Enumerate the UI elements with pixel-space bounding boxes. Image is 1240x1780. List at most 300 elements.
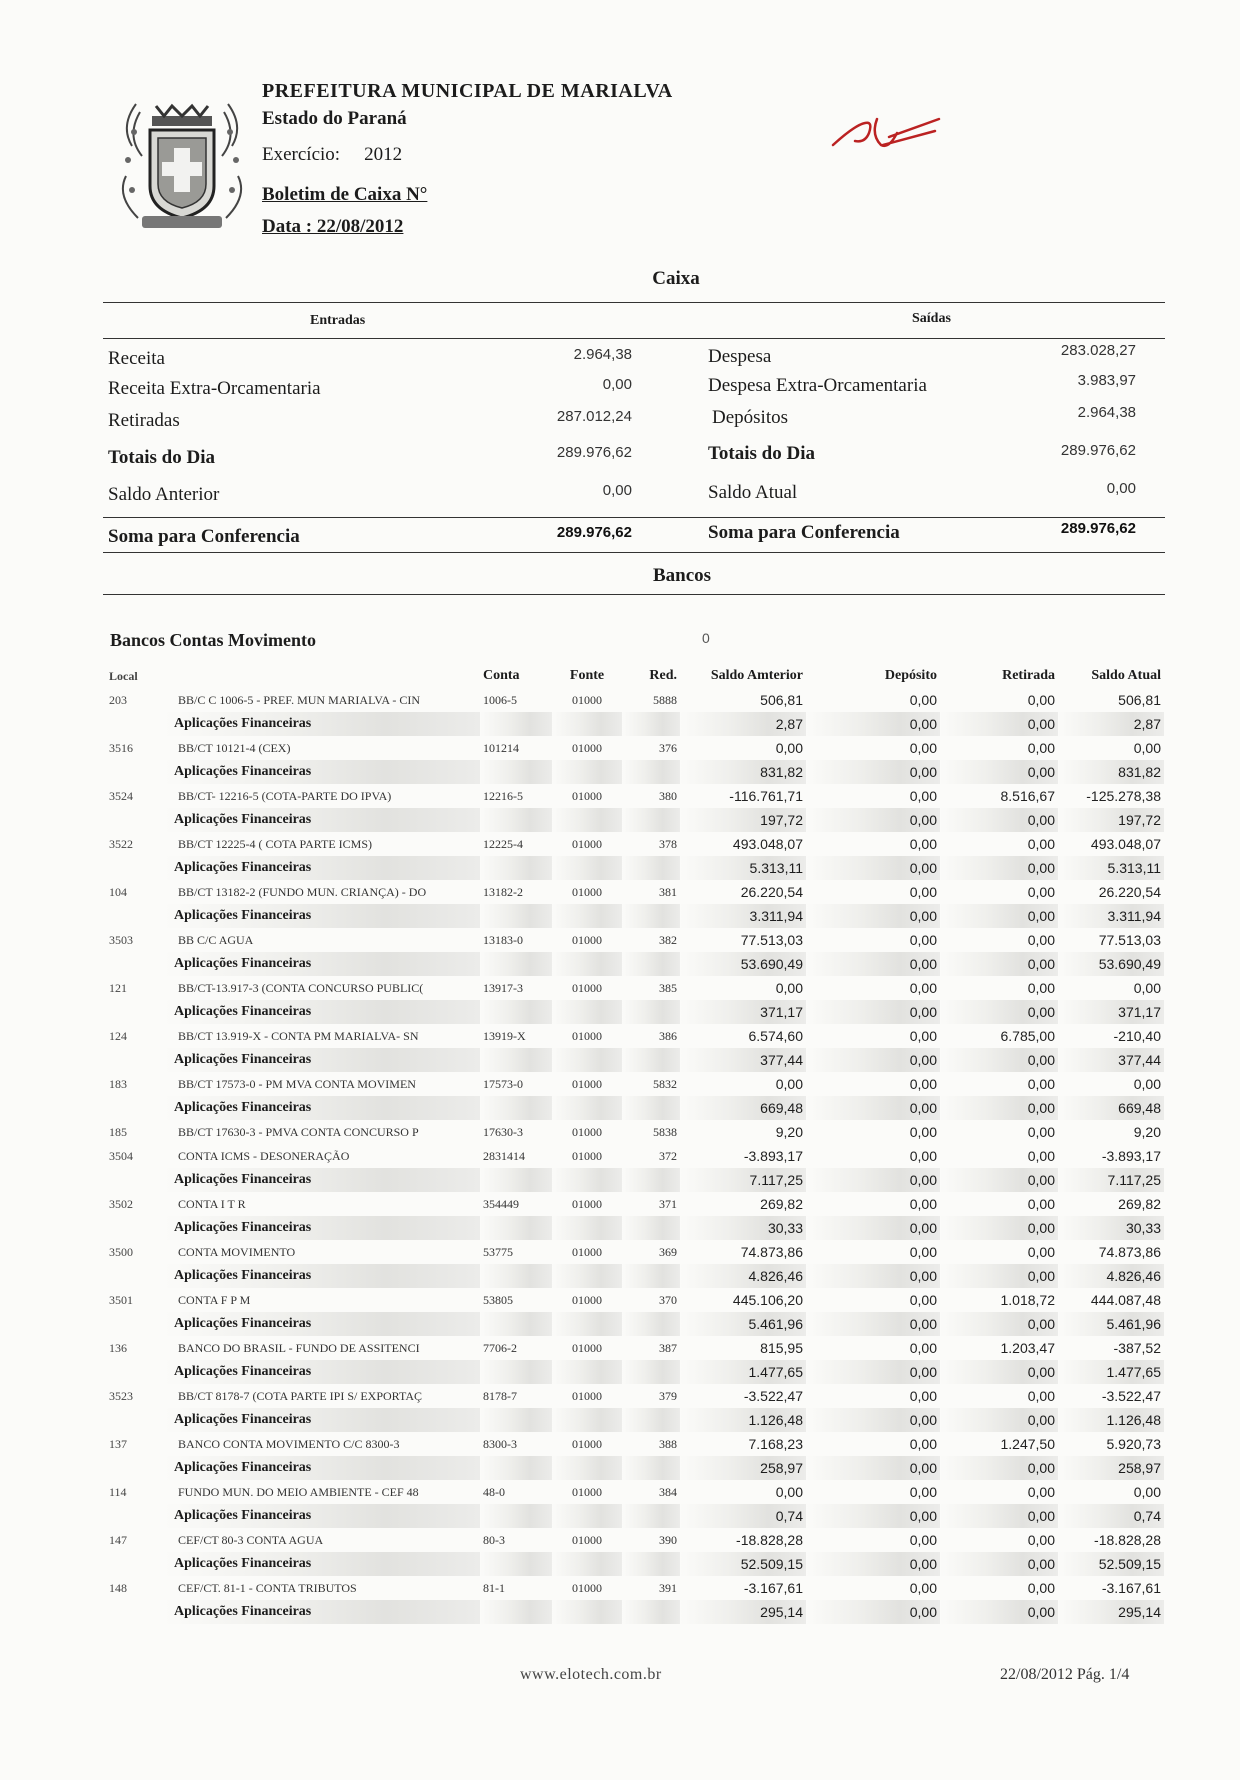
row-deposito: 0,00 (909, 1580, 937, 1596)
aplicacoes-row (106, 808, 1164, 832)
row-red (622, 712, 680, 736)
row-saldo-anterior: 377,44 (680, 1048, 806, 1072)
row-fonte (552, 856, 622, 880)
row-saldo-atual: 30,33 (1058, 1216, 1164, 1240)
row-saldo-atual: 295,14 (1058, 1600, 1164, 1624)
account-row (106, 1288, 1164, 1312)
row-saldo-anterior: 815,95 (760, 1340, 803, 1356)
row-conta: 13183-0 (483, 932, 523, 947)
row-conta (480, 1408, 552, 1432)
row-deposito: 0,00 (806, 856, 940, 880)
row-local: 114 (109, 1484, 127, 1499)
row-description: Aplicações Financeiras (164, 808, 480, 832)
row-deposito: 0,00 (909, 1028, 937, 1044)
col-saldo-atual: Saldo Atual (1091, 668, 1161, 683)
account-row (106, 1144, 1164, 1168)
account-row (106, 976, 1164, 1000)
account-row (106, 784, 1164, 808)
row-local: 3504 (109, 1148, 133, 1163)
row-local: 124 (109, 1028, 127, 1043)
account-row (106, 1024, 1164, 1048)
row-deposito: 0,00 (909, 1244, 937, 1260)
row-fonte (552, 1456, 622, 1480)
row-retirada: 0,00 (1027, 1388, 1055, 1404)
row-local (106, 808, 164, 832)
row-description: CONTA MOVIMENTO (178, 1244, 296, 1259)
exercicio (262, 144, 402, 166)
aplicacoes-row (106, 1168, 1164, 1192)
row-conta: 48-0 (483, 1484, 505, 1499)
saida-label: Despesa Extra-Orcamentaria (708, 375, 927, 396)
saidas-header: Saídas (912, 311, 951, 326)
row-deposito: 0,00 (806, 1264, 940, 1288)
saldo-atual-label: Saldo Atual (708, 482, 798, 503)
row-fonte (552, 808, 622, 832)
row-fonte: 01000 (572, 1244, 602, 1259)
aplicacoes-row (106, 856, 1164, 880)
row-local (106, 1168, 164, 1192)
aplicacoes-row (106, 1600, 1164, 1624)
row-description: Aplicações Financeiras (164, 904, 480, 928)
row-retirada: 0,00 (940, 1000, 1058, 1024)
bank-table-body (106, 688, 1164, 1624)
saida-total-value: 289.976,62 (1060, 442, 1136, 459)
divider (103, 517, 1165, 518)
row-saldo-anterior: 197,72 (680, 808, 806, 832)
row-description: Aplicações Financeiras (164, 856, 480, 880)
row-local: 183 (109, 1076, 127, 1091)
row-fonte: 01000 (572, 1196, 602, 1211)
row-retirada: 0,00 (1027, 1484, 1055, 1500)
row-fonte (552, 1168, 622, 1192)
row-description: CONTA ICMS - DESONERAÇÃO (178, 1148, 350, 1163)
row-saldo-atual: 506,81 (1118, 692, 1161, 708)
row-deposito: 0,00 (909, 980, 937, 996)
row-retirada: 0,00 (1027, 836, 1055, 852)
entrada-label: Receita Extra-Orcamentaria (108, 378, 321, 399)
row-conta: 101214 (483, 740, 519, 755)
row-fonte (552, 1216, 622, 1240)
row-conta (480, 1552, 552, 1576)
row-saldo-atual: 831,82 (1058, 760, 1164, 784)
row-conta (480, 1168, 552, 1192)
row-retirada: 0,00 (1027, 1124, 1055, 1140)
entrada-total-label: Totais do Dia (108, 447, 215, 468)
row-saldo-atual: -18.828,28 (1094, 1532, 1161, 1548)
row-local: 3516 (109, 740, 133, 755)
row-conta: 12216-5 (483, 788, 523, 803)
row-saldo-atual: 0,74 (1058, 1504, 1164, 1528)
row-local (106, 1552, 164, 1576)
row-fonte (552, 1048, 622, 1072)
row-conta: 7706-2 (483, 1340, 517, 1355)
row-fonte (552, 1264, 622, 1288)
row-saldo-atual: 0,00 (1133, 1484, 1161, 1500)
row-fonte: 01000 (572, 1340, 602, 1355)
row-deposito: 0,00 (909, 1340, 937, 1356)
row-deposito: 0,00 (909, 692, 937, 708)
row-retirada: 0,00 (1027, 884, 1055, 900)
row-retirada: 0,00 (940, 1408, 1058, 1432)
row-deposito: 0,00 (909, 1196, 937, 1212)
row-local (106, 1000, 164, 1024)
row-fonte (552, 712, 622, 736)
report-date: Data : 22/08/2012 (262, 216, 404, 237)
row-retirada: 0,00 (1027, 740, 1055, 756)
row-saldo-anterior: 7.168,23 (748, 1436, 803, 1452)
row-conta (480, 904, 552, 928)
row-saldo-anterior: 30,33 (680, 1216, 806, 1240)
row-description: Aplicações Financeiras (164, 760, 480, 784)
row-conta (480, 1048, 552, 1072)
row-red: 387 (659, 1340, 677, 1355)
row-deposito: 0,00 (909, 1436, 937, 1452)
row-saldo-atual: 1.126,48 (1058, 1408, 1164, 1432)
row-saldo-anterior: 1.477,65 (680, 1360, 806, 1384)
aplicacoes-row (106, 1096, 1164, 1120)
row-fonte: 01000 (572, 692, 602, 707)
row-saldo-anterior: 0,74 (680, 1504, 806, 1528)
row-saldo-atual: 444.087,48 (1090, 1292, 1161, 1308)
row-saldo-atual: 5.920,73 (1106, 1436, 1161, 1452)
row-saldo-atual: 258,97 (1058, 1456, 1164, 1480)
row-retirada: 6.785,00 (1000, 1028, 1055, 1044)
entrada-value: 2.964,38 (573, 346, 632, 363)
row-saldo-atual: -3.167,61 (1101, 1580, 1161, 1596)
row-fonte (552, 904, 622, 928)
row-fonte: 01000 (572, 1292, 602, 1307)
divider (103, 338, 1165, 339)
row-deposito: 0,00 (909, 1532, 937, 1548)
row-red (622, 1096, 680, 1120)
row-deposito: 0,00 (909, 1124, 937, 1140)
col-conta: Conta (483, 668, 520, 683)
row-saldo-anterior: 7.117,25 (680, 1168, 806, 1192)
row-saldo-anterior: 0,00 (775, 1484, 803, 1500)
row-local: 148 (109, 1580, 127, 1595)
divider (103, 594, 1165, 595)
row-local: 3501 (109, 1292, 133, 1307)
aplicacoes-row (106, 1456, 1164, 1480)
bank-accounts-table (106, 664, 1164, 1624)
account-row (106, 1120, 1164, 1144)
row-retirada: 0,00 (940, 1552, 1058, 1576)
row-saldo-anterior: 2,87 (680, 712, 806, 736)
row-retirada: 1.247,50 (1000, 1436, 1055, 1452)
row-saldo-anterior: 5.313,11 (680, 856, 806, 880)
account-row (106, 1528, 1164, 1552)
saldo-anterior-value: 0,00 (602, 482, 632, 499)
aplicacoes-row (106, 760, 1164, 784)
row-local: 203 (109, 692, 127, 707)
row-saldo-atual: -125.278,38 (1086, 788, 1161, 804)
account-row (106, 928, 1164, 952)
row-fonte (552, 1096, 622, 1120)
row-description: Aplicações Financeiras (164, 1360, 480, 1384)
col-desc (164, 664, 480, 688)
aplicacoes-row (106, 1408, 1164, 1432)
row-conta: 8300-3 (483, 1436, 517, 1451)
row-description: Aplicações Financeiras (164, 1312, 480, 1336)
row-description: BB/CT 17573-0 - PM MVA CONTA MOVIMEN (178, 1076, 416, 1091)
row-conta (480, 1264, 552, 1288)
soma-entradas-label: Soma para Conferencia (108, 526, 300, 547)
row-saldo-anterior: 4.826,46 (680, 1264, 806, 1288)
row-description: BB/CT- 12216-5 (COTA-PARTE DO IPVA) (178, 788, 392, 803)
row-retirada: 1.018,72 (1000, 1292, 1055, 1308)
aplicacoes-row (106, 952, 1164, 976)
col-deposito: Depósito (884, 668, 937, 683)
soma-saidas-value: 289.976,62 (1060, 520, 1136, 537)
row-retirada: 0,00 (940, 1048, 1058, 1072)
account-row (106, 1576, 1164, 1600)
row-conta: 17573-0 (483, 1076, 523, 1091)
row-saldo-anterior: 269,82 (760, 1196, 803, 1212)
row-deposito: 0,00 (806, 1504, 940, 1528)
row-deposito: 0,00 (806, 1096, 940, 1120)
row-fonte (552, 1600, 622, 1624)
row-description: BB/CT 12225-4 ( COTA PARTE ICMS) (178, 836, 373, 851)
row-description: CONTA I T R (178, 1196, 246, 1211)
row-local (106, 1264, 164, 1288)
row-saldo-atual: 2,87 (1058, 712, 1164, 736)
row-fonte (552, 952, 622, 976)
col-local: Local (109, 668, 138, 683)
row-retirada: 0,00 (1027, 1076, 1055, 1092)
row-red (622, 1552, 680, 1576)
row-conta (480, 952, 552, 976)
row-red: 5838 (653, 1124, 677, 1139)
row-retirada: 0,00 (1027, 932, 1055, 948)
row-conta: 12225-4 (483, 836, 523, 851)
row-description: CEF/CT. 81-1 - CONTA TRIBUTOS (178, 1580, 357, 1595)
saida-value: 2.964,38 (1077, 404, 1136, 421)
row-saldo-anterior: 258,97 (680, 1456, 806, 1480)
row-fonte: 01000 (572, 1148, 602, 1163)
row-description: BANCO CONTA MOVIMENTO C/C 8300-3 (178, 1436, 400, 1451)
row-deposito: 0,00 (806, 1168, 940, 1192)
row-local: 3500 (109, 1244, 133, 1259)
row-saldo-atual: -3.893,17 (1101, 1148, 1161, 1164)
row-conta: 13919-X (483, 1028, 526, 1043)
row-description: Aplicações Financeiras (164, 1600, 480, 1624)
row-deposito: 0,00 (806, 1000, 940, 1024)
row-red (622, 1456, 680, 1480)
row-saldo-anterior: 1.126,48 (680, 1408, 806, 1432)
entrada-value: 287.012,24 (556, 408, 632, 425)
row-red (622, 952, 680, 976)
row-saldo-anterior: -18.828,28 (736, 1532, 803, 1548)
row-saldo-anterior: 26.220,54 (740, 884, 803, 900)
municipal-crest-icon (112, 86, 252, 234)
row-saldo-anterior: 0,00 (775, 980, 803, 996)
row-deposito: 0,00 (806, 1600, 940, 1624)
row-description: Aplicações Financeiras (164, 1168, 480, 1192)
saida-value: 3.983,97 (1077, 372, 1136, 389)
row-retirada: 0,00 (940, 1312, 1058, 1336)
row-deposito: 0,00 (806, 1312, 940, 1336)
row-red (622, 1264, 680, 1288)
aplicacoes-row (106, 1000, 1164, 1024)
row-retirada: 0,00 (940, 1168, 1058, 1192)
row-deposito: 0,00 (806, 1408, 940, 1432)
row-saldo-anterior: -3.522,47 (743, 1388, 803, 1404)
row-description: BB/CT 13.919-X - CONTA PM MARIALVA- SN (178, 1028, 419, 1043)
row-retirada: 0,00 (1027, 980, 1055, 996)
table-header-row (106, 664, 1164, 688)
row-fonte: 01000 (572, 980, 602, 995)
entrada-value: 0,00 (602, 376, 632, 393)
row-local: 147 (109, 1532, 127, 1547)
row-fonte (552, 1552, 622, 1576)
row-saldo-atual: -3.522,47 (1101, 1388, 1161, 1404)
row-red (622, 1312, 680, 1336)
row-local (106, 760, 164, 784)
row-saldo-anterior: 5.461,96 (680, 1312, 806, 1336)
row-red (622, 1600, 680, 1624)
row-local (106, 1360, 164, 1384)
row-saldo-anterior: -3.893,17 (743, 1148, 803, 1164)
account-row (106, 688, 1164, 712)
row-fonte: 01000 (572, 1388, 602, 1403)
row-saldo-atual: 26.220,54 (1098, 884, 1161, 900)
account-row (106, 1432, 1164, 1456)
row-red: 5888 (653, 692, 677, 707)
row-fonte (552, 1408, 622, 1432)
divider (103, 552, 1165, 553)
row-deposito: 0,00 (909, 1484, 937, 1500)
row-description: BB/CT 8178-7 (COTA PARTE IPI S/ EXPORTAÇ (178, 1388, 423, 1403)
row-red (622, 856, 680, 880)
account-row (106, 1192, 1164, 1216)
row-description: CEF/CT 80-3 CONTA AGUA (178, 1532, 324, 1547)
row-conta: 354449 (483, 1196, 519, 1211)
row-local: 3524 (109, 788, 133, 803)
row-saldo-atual: -210,40 (1113, 1028, 1161, 1044)
entrada-total-value: 289.976,62 (556, 444, 632, 461)
row-saldo-anterior: 831,82 (680, 760, 806, 784)
row-saldo-atual: 9,20 (1133, 1124, 1161, 1140)
row-description: BB/CT 10121-4 (CEX) (178, 740, 291, 755)
soma-saidas-label: Soma para Conferencia (708, 522, 900, 543)
row-conta (480, 1600, 552, 1624)
row-retirada: 0,00 (940, 712, 1058, 736)
row-retirada: 0,00 (940, 808, 1058, 832)
row-description: Aplicações Financeiras (164, 1408, 480, 1432)
row-fonte: 01000 (572, 1028, 602, 1043)
divider (103, 302, 1165, 303)
footer-site: www.elotech.com.br (520, 1666, 662, 1683)
entradas-header: Entradas (310, 313, 366, 328)
row-conta (480, 1456, 552, 1480)
row-deposito: 0,00 (909, 788, 937, 804)
row-saldo-anterior: -3.167,61 (743, 1580, 803, 1596)
row-deposito: 0,00 (806, 808, 940, 832)
col-red: Red. (649, 668, 677, 683)
row-local: 136 (109, 1340, 127, 1355)
row-local (106, 1096, 164, 1120)
row-retirada: 8.516,67 (1000, 788, 1055, 804)
row-local: 3523 (109, 1388, 133, 1403)
row-saldo-atual: 1.477,65 (1058, 1360, 1164, 1384)
row-red (622, 904, 680, 928)
row-description: Aplicações Financeiras (164, 1000, 480, 1024)
row-retirada: 1.203,47 (1000, 1340, 1055, 1356)
row-saldo-atual: 7.117,25 (1058, 1168, 1164, 1192)
row-description: Aplicações Financeiras (164, 1264, 480, 1288)
row-local: 3503 (109, 932, 133, 947)
row-red (622, 808, 680, 832)
signature-icon (825, 115, 945, 151)
row-local (106, 856, 164, 880)
row-retirada: 0,00 (940, 952, 1058, 976)
row-description: BB/CT-13.917-3 (CONTA CONCURSO PUBLIC( (178, 980, 424, 995)
row-retirada: 0,00 (940, 856, 1058, 880)
aplicacoes-row (106, 1552, 1164, 1576)
row-red (622, 1504, 680, 1528)
row-saldo-anterior: 6.574,60 (748, 1028, 803, 1044)
state-name: Estado do Paraná (262, 108, 407, 129)
row-local (106, 904, 164, 928)
account-row (106, 880, 1164, 904)
row-red (622, 1048, 680, 1072)
row-retirada: 0,00 (1027, 1148, 1055, 1164)
row-saldo-atual: 377,44 (1058, 1048, 1164, 1072)
row-fonte (552, 1504, 622, 1528)
zero-mark: 0 (702, 630, 710, 646)
row-saldo-anterior: 295,14 (680, 1600, 806, 1624)
row-deposito: 0,00 (909, 740, 937, 756)
row-saldo-atual: 0,00 (1133, 740, 1161, 756)
row-conta: 17630-3 (483, 1124, 523, 1139)
row-saldo-atual: 3.311,94 (1058, 904, 1164, 928)
account-row (106, 832, 1164, 856)
row-description: Aplicações Financeiras (164, 1552, 480, 1576)
row-local (106, 1048, 164, 1072)
row-conta: 13182-2 (483, 884, 523, 899)
saldo-atual-value: 0,00 (1106, 480, 1136, 497)
row-red: 388 (659, 1436, 677, 1451)
row-saldo-anterior: 0,00 (775, 1076, 803, 1092)
row-description: Aplicações Financeiras (164, 952, 480, 976)
row-retirada: 0,00 (940, 1456, 1058, 1480)
row-red: 380 (659, 788, 677, 803)
row-local: 137 (109, 1436, 127, 1451)
row-fonte: 01000 (572, 1580, 602, 1595)
row-local (106, 1456, 164, 1480)
row-description: Aplicações Financeiras (164, 1456, 480, 1480)
row-deposito: 0,00 (909, 1292, 937, 1308)
row-conta (480, 808, 552, 832)
row-red: 379 (659, 1388, 677, 1403)
row-red (622, 1216, 680, 1240)
row-saldo-atual: 0,00 (1133, 1076, 1161, 1092)
row-red: 386 (659, 1028, 677, 1043)
account-row (106, 1072, 1164, 1096)
row-local: 104 (109, 884, 127, 899)
row-deposito: 0,00 (909, 1076, 937, 1092)
row-conta (480, 1360, 552, 1384)
entrada-label: Retiradas (108, 410, 180, 431)
row-fonte: 01000 (572, 1076, 602, 1091)
row-fonte: 01000 (572, 836, 602, 851)
col-retirada: Retirada (1002, 668, 1055, 683)
row-red: 390 (659, 1532, 677, 1547)
row-local (106, 1312, 164, 1336)
row-red (622, 760, 680, 784)
row-saldo-atual: -387,52 (1113, 1340, 1161, 1356)
row-local (106, 1408, 164, 1432)
